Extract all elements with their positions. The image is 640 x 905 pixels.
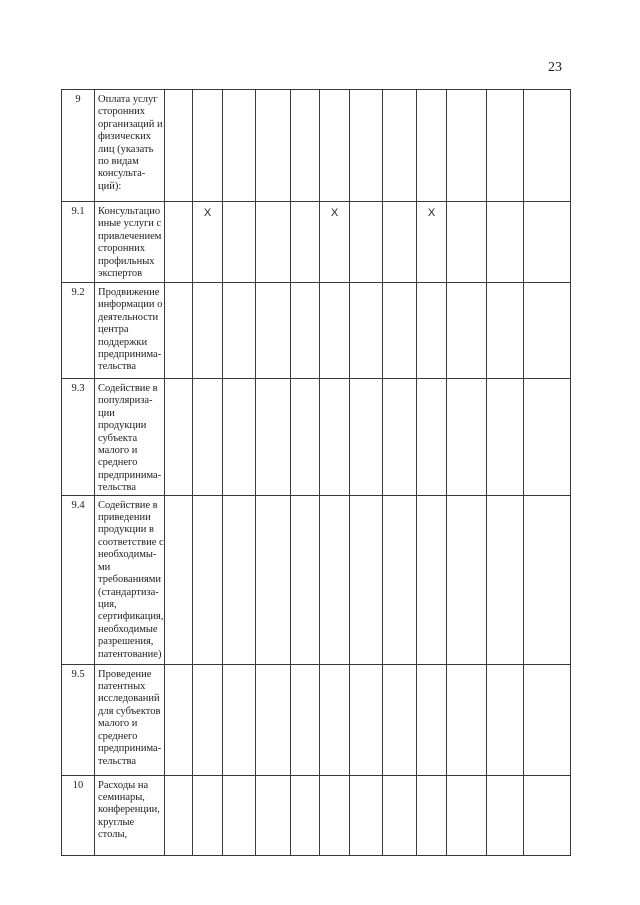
- description-line: Проведение: [98, 668, 152, 680]
- mark-cell: [291, 202, 320, 283]
- description-line: физических: [98, 131, 152, 143]
- description-line: исследований: [98, 693, 160, 705]
- table-row: [62, 664, 571, 775]
- table-row: [62, 90, 571, 202]
- mark-cell: [447, 202, 487, 283]
- mark-cell: [165, 495, 193, 664]
- mark-cell: [447, 283, 487, 379]
- mark-cell: [165, 664, 193, 775]
- mark-cell: [291, 90, 320, 202]
- description-line: ция,: [98, 598, 117, 610]
- mark-cell: [193, 379, 223, 496]
- mark-cell: [350, 202, 383, 283]
- description-line: требованиями: [98, 574, 162, 586]
- description-line: информации о: [98, 299, 163, 311]
- mark-cell: [487, 775, 524, 855]
- description-line: (стандартиза-: [98, 586, 159, 598]
- mark-cell: [350, 379, 383, 496]
- mark-cell: [193, 495, 223, 664]
- mark-cell: [165, 283, 193, 379]
- mark-cell: [487, 495, 524, 664]
- page-number: 23: [548, 60, 562, 75]
- description-line: приведении: [98, 512, 151, 524]
- mark-cell: [320, 90, 350, 202]
- description-line: ции: [98, 407, 115, 419]
- mark-cell: [350, 90, 383, 202]
- mark-cell: [291, 379, 320, 496]
- description-line: круглые: [98, 816, 135, 828]
- description-line: экспертов: [98, 268, 143, 280]
- description-line: столы,: [98, 829, 128, 841]
- description-line: патентных: [98, 681, 146, 693]
- description-line: семинары,: [98, 792, 145, 804]
- mark-cell: [524, 775, 571, 855]
- mark-cell: [320, 495, 350, 664]
- mark-cell: [417, 775, 447, 855]
- mark-cell: [447, 90, 487, 202]
- description-line: организаций и: [98, 118, 163, 130]
- row-description: [95, 775, 165, 855]
- description-line: предпринима-: [98, 469, 162, 481]
- mark-cell: [350, 283, 383, 379]
- row-number: 9: [62, 90, 95, 202]
- description-line: сертификация,: [98, 611, 164, 623]
- description-line: необходимые: [98, 623, 158, 635]
- description-line: сторонних: [98, 106, 145, 118]
- description-line: предпринима-: [98, 743, 162, 755]
- description-line: Расходы на: [98, 779, 149, 791]
- mark-cell: [165, 775, 193, 855]
- mark-cell: [487, 283, 524, 379]
- description-line: малого и: [98, 718, 138, 730]
- table-row: [62, 379, 571, 496]
- description-line: патентование): [98, 648, 162, 660]
- description-line: по видам: [98, 156, 139, 168]
- mark-cell: [383, 379, 417, 496]
- mark-cell: [193, 775, 223, 855]
- row-number: 9.3: [62, 379, 95, 496]
- row-number: 10: [62, 775, 95, 855]
- mark-cell: [223, 283, 256, 379]
- mark-cell: X: [417, 202, 447, 283]
- table-row: [62, 283, 571, 379]
- mark-cell: [447, 664, 487, 775]
- mark-cell: [487, 202, 524, 283]
- mark-cell: [524, 283, 571, 379]
- mark-cell: [383, 775, 417, 855]
- mark-cell: [417, 283, 447, 379]
- mark-cell: [524, 90, 571, 202]
- description-line: необходимы-: [98, 549, 157, 561]
- description-line: лиц (указать: [98, 143, 154, 155]
- description-line: соответствие с: [98, 536, 164, 548]
- description-line: сторонних: [98, 243, 145, 255]
- description-line: тельства: [98, 755, 137, 767]
- mark-cell: [223, 202, 256, 283]
- description-line: предпринима-: [98, 349, 162, 361]
- mark-cell: [487, 90, 524, 202]
- description-line: центра: [98, 324, 129, 336]
- mark-cell: [447, 379, 487, 496]
- row-number: 9.2: [62, 283, 95, 379]
- mark-cell: [256, 283, 291, 379]
- description-line: Содействие в: [98, 383, 158, 394]
- mark-cell: [417, 495, 447, 664]
- row-description: [95, 283, 165, 379]
- description-line: продукции: [98, 420, 147, 432]
- table-row: [62, 495, 571, 664]
- mark-cell: [487, 664, 524, 775]
- mark-cell: [417, 379, 447, 496]
- row-number: 9.1: [62, 202, 95, 283]
- description-line: деятельности: [98, 311, 159, 323]
- mark-cell: [417, 90, 447, 202]
- mark-cell: [223, 775, 256, 855]
- mark-cell: [487, 379, 524, 496]
- mark-cell: [320, 379, 350, 496]
- mark-cell: [417, 664, 447, 775]
- mark-cell: [165, 202, 193, 283]
- row-description: [95, 90, 165, 202]
- mark-cell: [256, 90, 291, 202]
- row-number: 9.5: [62, 664, 95, 775]
- mark-cell: [223, 90, 256, 202]
- description-line: Продвижение: [98, 287, 160, 298]
- description-line: привлечением: [98, 230, 162, 242]
- mark-cell: [256, 664, 291, 775]
- description-line: малого и: [98, 445, 138, 457]
- description-line: иные услуги с: [98, 218, 162, 230]
- description-line: субъекта: [98, 432, 138, 444]
- description-line: среднего: [98, 730, 138, 742]
- description-line: популяриза-: [98, 395, 153, 407]
- mark-cell: [524, 202, 571, 283]
- mark-cell: [383, 495, 417, 664]
- description-line: Содействие в: [98, 499, 158, 511]
- mark-cell: [350, 664, 383, 775]
- description-line: ми: [98, 561, 111, 573]
- mark-cell: X: [193, 202, 223, 283]
- budget-table: [61, 89, 571, 856]
- description-line: поддержки: [98, 336, 148, 348]
- mark-cell: [350, 495, 383, 664]
- description-line: для субъектов: [98, 705, 161, 717]
- description-line: тельства: [98, 482, 137, 494]
- mark-cell: [256, 495, 291, 664]
- mark-cell: [165, 379, 193, 496]
- mark-cell: [291, 283, 320, 379]
- mark-cell: [193, 664, 223, 775]
- description-line: разрешения,: [98, 636, 154, 648]
- mark-cell: [320, 775, 350, 855]
- mark-cell: [223, 495, 256, 664]
- mark-cell: [320, 283, 350, 379]
- description-line: консульта-: [98, 168, 146, 180]
- description-line: Консультацио: [98, 206, 161, 217]
- mark-cell: [383, 664, 417, 775]
- mark-cell: [256, 775, 291, 855]
- table-row: [62, 775, 571, 855]
- mark-cell: [524, 379, 571, 496]
- mark-cell: [165, 90, 193, 202]
- mark-cell: [256, 379, 291, 496]
- mark-cell: [291, 495, 320, 664]
- mark-cell: [223, 664, 256, 775]
- description-line: продукции в: [98, 524, 154, 536]
- description-line: Оплата услуг: [98, 94, 158, 105]
- description-line: среднего: [98, 457, 138, 469]
- description-line: конференции,: [98, 804, 160, 816]
- mark-cell: [193, 283, 223, 379]
- mark-cell: [447, 495, 487, 664]
- description-line: ций):: [98, 180, 122, 192]
- mark-cell: [256, 202, 291, 283]
- mark-cell: [383, 90, 417, 202]
- mark-cell: X: [320, 202, 350, 283]
- row-description: [95, 379, 165, 496]
- mark-cell: [383, 202, 417, 283]
- mark-cell: [447, 775, 487, 855]
- mark-cell: [524, 495, 571, 664]
- row-description: [95, 202, 165, 283]
- mark-cell: [383, 283, 417, 379]
- mark-cell: [193, 90, 223, 202]
- mark-cell: [291, 775, 320, 855]
- row-description: [95, 664, 165, 775]
- description-line: тельства: [98, 361, 137, 373]
- row-number: 9.4: [62, 495, 95, 664]
- mark-cell: [223, 379, 256, 496]
- row-description: [95, 495, 165, 664]
- mark-cell: [291, 664, 320, 775]
- description-line: профильных: [98, 255, 155, 267]
- table-row: [62, 202, 571, 283]
- mark-cell: [524, 664, 571, 775]
- mark-cell: [320, 664, 350, 775]
- mark-cell: [350, 775, 383, 855]
